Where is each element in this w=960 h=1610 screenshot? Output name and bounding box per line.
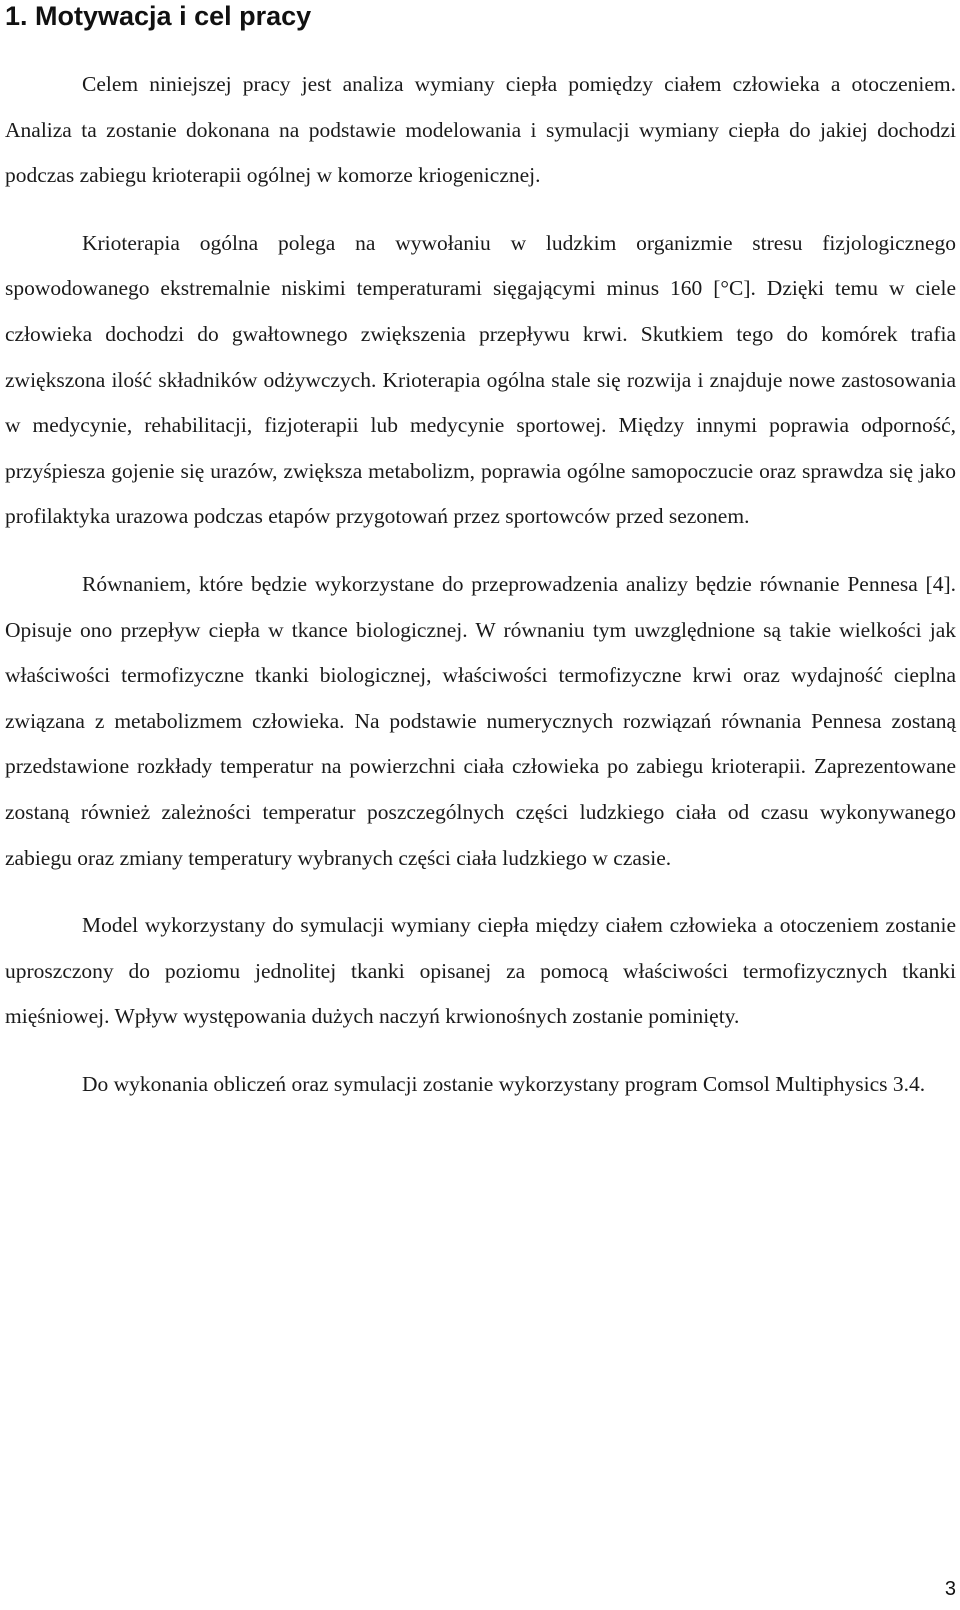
paragraph-pennes-equation: Równaniem, które będzie wykorzystane do przeprowadzenia analizy będzie równanie Pennesa [4]. Opisuje ono przepływ ciepła w tkance biologicznej. W równaniu tym uwzględnione są takie wielkości jak właściwości termofizyczne tkanki biologicznej, właściwości termofizyczne krwi oraz wydajność cieplna związana z metabolizmem człowieka. Na podstawie numerycznych rozwiązań równania Pennesa zostaną przedstawione rozkłady temperatur na powierzchni ciała człowieka po zabiegu krioterapii. Zaprezentowane zostaną również zależności temperatur poszczególnych części ludzkiego ciała od czasu wykonywanego zabiegu oraz zmiany temperatury wybranych części ciała ludzkiego w czasie. bbox=[5, 571, 956, 870]
paragraph-cryotherapy: Krioterapia ogólna polega na wywołaniu w ludzkim organizmie stresu fizjologicznego spowodowanego ekstremalnie niskimi temperaturami sięgającymi minus 160 [°C]. Dzięki temu w ciele człowieka dochodzi do gwałtownego zwiększenia przepływu krwi. Skutkiem tego do komórek trafia zwiększona ilość składników odżywczych. Krioterapia ogólna stale się rozwija i znajduje nowe zastosowania w medycynie, rehabilitacji, fizjoterapii lub medycynie sportowej. Między innymi poprawia odporność, przyśpiesza gojenie się urazów, zwiększa metabolizm, poprawia ogólne samopoczucie oraz sprawdza się jako profilaktyka urazowa podczas etapów przygotowań przez sportowców przed sezonem. bbox=[5, 230, 956, 529]
section-heading: 1. Motywacja i cel pracy bbox=[5, 1, 312, 31]
paragraph-model: Model wykorzystany do symulacji wymiany ciepła między ciałem człowieka a otoczeniem zostanie uproszczony do poziomu jednolitej tkanki opisanej za pomocą właściwości termofizycznych tkanki mięśniowej. Wpływ występowania dużych naczyń krwionośnych zostanie pominięty. bbox=[5, 913, 956, 1029]
paragraph-aim: Celem niniejszej pracy jest analiza wymiany ciepła pomiędzy ciałem człowieka a otoczeniem. Analiza ta zostanie dokonana na podstawie modelowania i symulacji wymiany ciepła do jakiej dochodzi podczas zabiegu krioterapii ogólnej w komorze kriogenicznej. bbox=[5, 72, 956, 188]
page-number: 3 bbox=[944, 1578, 956, 1600]
paragraph-software: Do wykonania obliczeń oraz symulacji zostanie wykorzystany program Comsol Multiphysics 3.4. bbox=[82, 1071, 926, 1096]
document-body bbox=[5, 62, 956, 1107]
